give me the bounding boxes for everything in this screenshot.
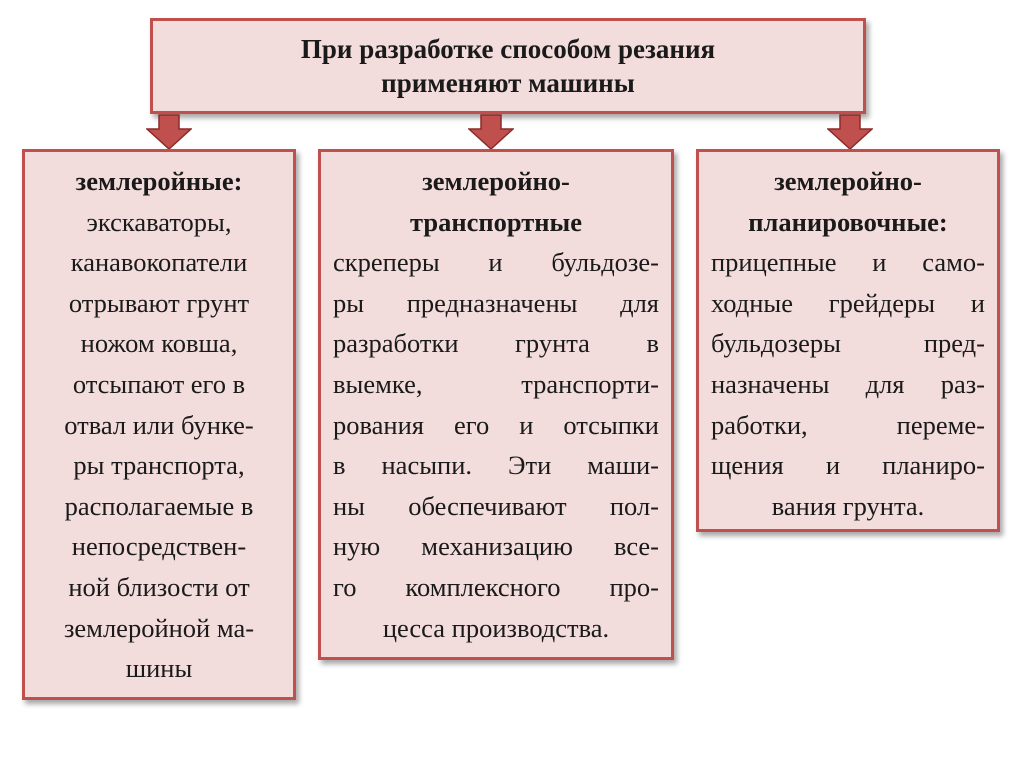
column-text-line: канавокопатели <box>70 247 248 278</box>
column-text-line: ры предназначены для <box>333 287 659 318</box>
column-text-line: ры транспорта, <box>73 450 245 481</box>
column-text-line: цесса производства. <box>382 612 610 643</box>
column-text-line: ную механизацию все- <box>333 531 659 562</box>
column-earthmoving-transport <box>318 149 674 660</box>
column-text-line: назначены для раз- <box>711 368 985 399</box>
column-text-line: щения и планиро- <box>711 450 985 481</box>
column-text-line: шины <box>125 653 193 684</box>
column-heading-line-1: землеройно- <box>774 166 922 196</box>
column-text-line: отвал или бунке- <box>64 409 254 440</box>
column-text-line: работки, переме- <box>711 409 985 440</box>
down-arrow-icon <box>146 114 192 150</box>
header-title-line-2: применяют машины <box>381 68 635 98</box>
down-arrow-icon <box>468 114 514 150</box>
column-text-line: ходные грейдеры и <box>711 287 985 318</box>
column-text-line: вания грунта. <box>771 490 925 521</box>
column-text-line: землеройной ма- <box>63 612 255 643</box>
column-earthmoving-grading <box>696 149 1000 532</box>
column-text-line: располагаемые в <box>64 490 254 521</box>
column-text-line: го комплексного про- <box>333 571 659 602</box>
down-arrow-icon <box>827 114 873 150</box>
column-text-line: в насыпи. Эти маши- <box>333 450 659 481</box>
column-heading-line-2: планировочные: <box>748 206 948 237</box>
column-heading-line-1: землеройно- <box>422 166 570 196</box>
column-text-line: отрывают грунт <box>68 287 250 318</box>
column-heading: землеройные: <box>75 166 243 196</box>
column-text-line: прицепные и само- <box>711 247 985 278</box>
header-title-line-1: При разработке способом резания <box>300 34 716 64</box>
column-text-line: скреперы и бульдозе- <box>333 247 659 278</box>
column-text-line: ной близости от <box>68 571 250 602</box>
column-heading-line-2: транспортные <box>409 206 582 237</box>
column-text-line: ножом ковша, <box>80 328 238 359</box>
column-text-line: экскаваторы, <box>86 206 232 237</box>
column-text-line: разработки грунта в <box>333 328 659 359</box>
column-text-line: отсыпают его в <box>72 368 246 399</box>
column-earthmoving <box>22 149 296 700</box>
column-text-line: непосредствен- <box>71 531 247 562</box>
column-text-line: выемке, транспорти- <box>333 368 659 399</box>
column-text-line: ны обеспечивают пол- <box>333 490 659 521</box>
column-text-line: бульдозеры пред- <box>711 328 985 359</box>
header-box <box>150 18 866 114</box>
column-text-line: рования его и отсыпки <box>333 409 659 440</box>
